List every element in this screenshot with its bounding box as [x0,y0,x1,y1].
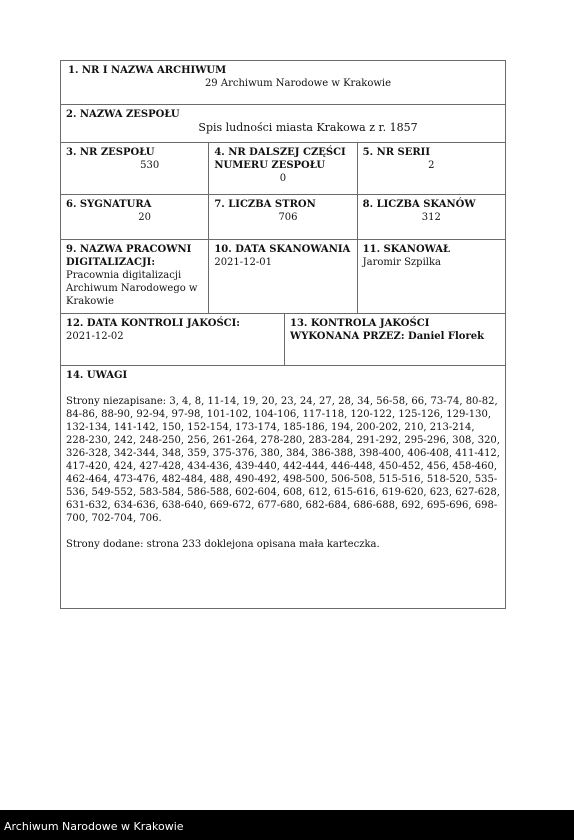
scanned-by-label: 11. SKANOWAŁ [362,244,451,255]
cell-archive [61,61,505,104]
pages-value: 706 [278,212,298,223]
cell-scans [357,195,505,239]
collection-value: Spis ludności miasta Krakowa z r. 1857 [198,121,418,134]
collection-label: 2. NAZWA ZESPOŁU [66,109,180,120]
row-quality [60,314,506,366]
cell-notes [61,366,505,608]
cell-qc-by [284,314,505,365]
qc-by-label-text: 13. KONTROLA JAKOŚCI WYKONANA PRZEZ: [290,318,430,342]
cell-scan-date [208,240,356,313]
series-no-value: 2 [428,160,435,171]
notes-added-pages: Strony dodane: strona 233 doklejona opisana mała karteczka. [66,539,380,550]
collection-no-label: 3. NR ZESPOŁU [66,147,155,158]
signature-label: 6. SYGNATURA [66,199,152,210]
part-no-label: 4. NR DALSZEJ CZĘŚCI NUMERU ZESPOŁU [214,147,346,171]
series-no-label: 5. NR SERII [362,147,431,158]
cell-part-no [208,143,356,194]
studio-value: Pracownia digitalizacji Archiwum Narodowego w Krakowie [66,270,198,307]
row-notes [60,366,506,609]
archive-value: 29 Archiwum Narodowe w Krakowie [204,78,392,89]
notes-blank-pages: Strony niezapisane: 3, 4, 8, 11-14, 19, 20, 23, 24, 27, 28, 34, 56-58, 66, 73-74, 80-82, 84-86, 88-90, 92-94, 97-98, 101-102, 104-106, 117-118, 120-122, 125-126, 129-130, 132-134, 141-142, 150, 152-154, 173-174, 185-186, 194, 200-202, 210, 213-214, 228-230, 242, 248-250, 256, 261-264, 278-280, 283-284, 291-292, 295-296, 308, 320, 326-328, 342-344, 348, 359, 375-376, 380, 384, 386-388, 398-400, 406-408, 411-412, 417-420, 424, 427-428, 434-436, 439-440, 442-444, 446-448, 450-452, 456, 458-460, 462-464, 473-476, 482-484, 488, 490-492, 498-500, 506-508, 515-516, 518-520, 535-536, 549-552, 583-584, 586-588, 602-604, 608, 612, 615-616, 619-620, 623, 627-628, 631-632, 634-636, 638-640, 669-672, 677-680, 682-684, 686-688, 692, 695-696, 698-700, 702-704, 706. [66,396,500,524]
qc-date-label: 12. DATA KONTROLI JAKOŚCI: [66,318,240,329]
archive-label: 1. NR I NAZWA ARCHIWUM [68,65,227,76]
scan-date-label: 10. DATA SKANOWANIA [214,244,351,255]
footer-text: Archiwum Narodowe w Krakowie [4,820,184,833]
pages-label: 7. LICZBA STRON [214,199,316,210]
cell-collection-no [61,143,208,194]
scanned-by-value: Jaromir Szpilka [362,257,442,268]
qc-by-value: Daniel Florek [408,331,485,342]
scans-label: 8. LICZBA SKANÓW [362,199,476,210]
footer-bar [0,810,574,840]
studio-label: 9. NAZWA PRACOWNI DIGITALIZACJI: [66,244,192,268]
row-archive [60,60,506,105]
metadata-form [60,60,506,609]
signature-value: 20 [138,212,152,223]
scans-value: 312 [421,212,441,223]
row-numbers [60,143,506,195]
row-collection [60,105,506,143]
cell-signature [61,195,208,239]
qc-by-label [290,317,500,343]
qc-date-value: 2021-12-02 [66,331,124,342]
cell-studio [61,240,208,313]
cell-series-no [357,143,505,194]
cell-scanned-by [357,240,505,313]
cell-qc-date [61,314,284,365]
part-no-value: 0 [279,173,287,184]
cell-pages [208,195,356,239]
notes-label: 14. UWAGI [66,370,128,381]
scan-date-value: 2021-12-01 [214,257,272,268]
row-digitization [60,240,506,314]
cell-collection [61,105,505,142]
row-counts [60,195,506,240]
collection-no-value: 530 [140,160,160,171]
